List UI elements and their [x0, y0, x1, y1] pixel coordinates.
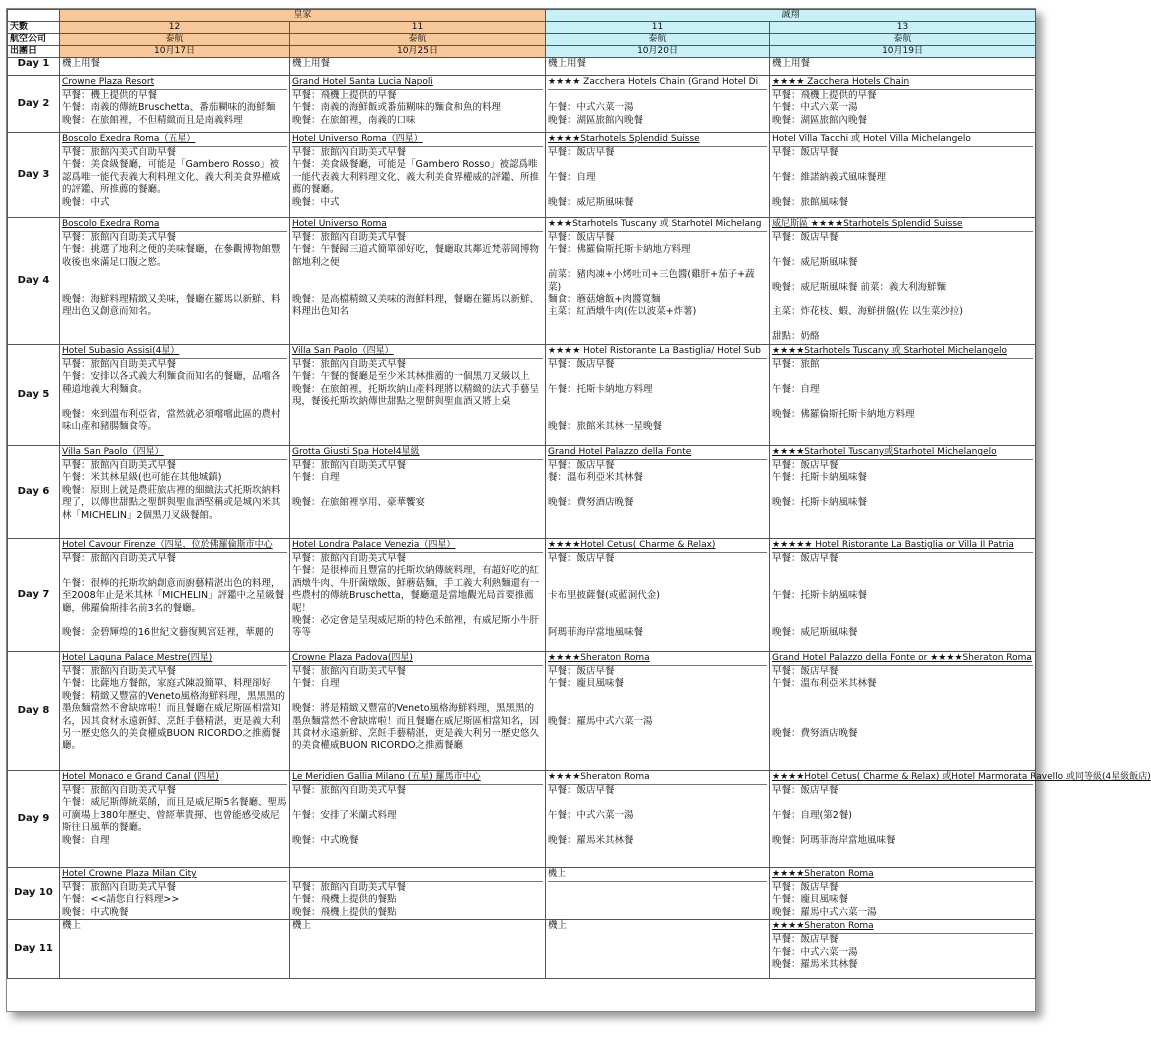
itinerary-cell	[546, 218, 770, 345]
meal-line: 早餐：機上提供的早餐	[62, 90, 158, 101]
meal-line: 晚餐：旅館米其林一星晚餐	[548, 420, 663, 432]
spacer	[772, 716, 1033, 728]
meal-line: 早餐：旅館內自助美式早餐	[292, 785, 407, 796]
meal-line: 午餐：托斯卡納風味餐	[772, 472, 868, 484]
meal-line: 午餐：<<請您自行料理>>	[62, 894, 180, 906]
hotel-name: ★★★★Sheraton Roma	[548, 771, 767, 785]
meal-line: 早餐：飛機上提供的早餐	[292, 90, 397, 101]
spacer	[772, 703, 1033, 715]
hotel-name: Hotel Universo Roma	[292, 218, 543, 232]
hotel-name: ★★★★ Hotel Ristorante La Bastiglia/ Hotel Sub	[548, 345, 767, 359]
days-count-cell: 11	[290, 22, 546, 34]
spacer	[772, 244, 1033, 256]
itinerary-cell	[60, 345, 290, 446]
spacer	[292, 269, 543, 281]
days-count-cell: 13	[770, 22, 1036, 34]
meal-line: 晚餐：費努酒店晚餐	[548, 497, 634, 509]
hotel-name: Grand Hotel Santa Lucia Napoli	[292, 76, 543, 90]
meal-line: 午餐：中式六菜一湯	[548, 102, 634, 114]
hotel-name: Grand Hotel Palazzo della Fonte or ★★★★Sheraton Roma	[772, 652, 1033, 666]
itinerary-cell	[546, 771, 770, 868]
day-label: Day 2	[8, 76, 60, 133]
meal-line: 早餐：旅館內自助美式早餐	[62, 232, 177, 243]
group-header-row	[8, 10, 1036, 22]
spacer	[548, 703, 767, 715]
itinerary-cell	[60, 539, 290, 652]
meal-line: 午餐：美食級餐廳，可能是「Gambero Rosso」被認爲唯一能代表義大利料理文化、義大利美食界權威的評鑑、所推薦的餐廳。	[292, 159, 540, 196]
hotel-name: Hotel Londra Palace Venezia（四星）	[292, 539, 543, 553]
hotel-name: ★★★★ Zacchera Hotels Chain	[772, 76, 1033, 90]
meal-line: 早餐：飯店早餐	[548, 147, 615, 158]
day-label: Day 9	[8, 771, 60, 868]
spacer	[292, 485, 543, 497]
spacer	[548, 409, 767, 421]
spacer	[548, 822, 767, 834]
day-row	[8, 771, 1036, 868]
meal-line: 午餐：自理	[292, 678, 340, 690]
meal-line: 早餐：旅館	[772, 359, 820, 370]
meal-line: 晚餐：阿瑪菲海岸當地風味餐	[772, 834, 896, 846]
day-label: Day 5	[8, 345, 60, 446]
meal-line: 早餐：飯店早餐	[548, 232, 615, 243]
spacer	[548, 371, 767, 383]
meal-line: 早餐：旅館內自助美式早餐	[292, 882, 407, 893]
meal-line: 午餐：威尼斯傳統菜餚，而且是威尼斯5名餐廳、聖馬可廣場上380年歷史、曾經華貴揮、也曾能感受威尼斯往日風華的餐廳。	[62, 797, 287, 834]
meal-line: 早餐：飯店早餐	[548, 460, 615, 471]
spacer	[772, 603, 1033, 615]
meal-line: 早餐：旅館內美式自助早餐	[62, 147, 177, 158]
meal-line: 早餐：飯店早餐	[548, 359, 615, 370]
spacer	[292, 282, 543, 294]
itinerary-cell	[290, 345, 546, 446]
itinerary-cell	[770, 133, 1036, 218]
meal-line: 晚餐：來到溫布利亞省，當然就必須嚐嚐此區的農村味山產和豬腸麵食等。	[62, 408, 281, 433]
meal-line: 午餐：安排以各式義大利麵食而知名的餐廳，品嚐各種道地義大利麵食。	[62, 371, 281, 395]
meal-line: 早餐：旅館內自助美式早餐	[62, 359, 177, 370]
meal-line: 卡布里披薩餐(或藍洞代金)	[548, 590, 660, 602]
spacer	[62, 282, 287, 294]
meal-line: 晚餐：羅馬米其林餐	[772, 959, 858, 971]
hotel-name: Hotel Subasio Assisi(4星）	[62, 345, 287, 359]
departure-cell: 10月20日	[546, 46, 770, 58]
meal-line: 晚餐：湖區旅館內晚餐	[772, 114, 868, 126]
airline-cell: 泰航	[290, 34, 546, 46]
meal-line: 甜點：奶酪	[772, 331, 820, 343]
meal-line: 晚餐：原則上就是農莊旅店裡的細緻法式托斯坎納料理了，以傳世甜點之聖餅與聖血酒堅稱或是城內米其林「MICHELIN」2個黑刀叉級餐館。	[62, 484, 281, 521]
hotel-name: ★★★★Sheraton Roma	[772, 868, 1033, 882]
itinerary-cell	[770, 539, 1036, 652]
meal-line: 早餐：飯店早餐	[772, 460, 839, 471]
meal-line: 晚餐：在旅館裡，南義的口味	[292, 114, 416, 126]
meal-line: 晚餐：湖區旅館內晚餐	[548, 114, 644, 126]
hotel-name: ★★★★Starhotel Tuscany或Starhotel Michelangelo	[772, 446, 1033, 460]
itinerary-cell	[60, 218, 290, 345]
days-count-cell: 12	[60, 22, 290, 34]
meal-line: 晚餐：是高檔精緻又美味的海鮮料理，餐廳在羅馬以新鮮、料理出色知名	[292, 294, 540, 318]
departure-row	[8, 46, 1036, 58]
spacer	[772, 396, 1033, 408]
meal-line: 早餐：旅館內自助美式早餐	[292, 147, 407, 158]
spacer	[292, 822, 543, 834]
meal-line: 機上用餐	[62, 58, 101, 69]
spacer	[548, 257, 767, 269]
meal-line: 機上	[62, 920, 82, 932]
airline-row	[8, 34, 1036, 46]
meal-line: 晚餐：自理	[62, 834, 110, 846]
meal-line: 主菜：紅酒燉牛肉(佐以波菜+炸薯)	[548, 306, 697, 318]
day-row	[8, 345, 1036, 446]
spacer	[62, 615, 287, 627]
day-label: Day 6	[8, 446, 60, 539]
hotel-name: Grotta Giusti Spa Hotel4星級	[292, 446, 543, 460]
itinerary-cell	[546, 652, 770, 771]
spacer	[548, 90, 767, 102]
day-row	[8, 58, 1036, 76]
meal-line: 機上用餐	[548, 58, 587, 69]
itinerary-cell	[770, 218, 1036, 345]
meal-line: 早餐：飛機上提供的早餐	[772, 90, 877, 101]
spacer	[548, 396, 767, 408]
hotel-name: Hotel Laguna Palace Mestre(四星)	[62, 652, 287, 666]
itinerary-cell	[60, 58, 290, 76]
spacer	[292, 691, 543, 703]
hotel-name: Le Meridien Gallia Milano (五星) 羅馬市中心	[292, 771, 543, 785]
meal-line: 午餐：威尼斯風味餐	[772, 256, 858, 268]
meal-line: 早餐：飯店早餐	[772, 553, 839, 564]
meal-line: 午餐：南義的海鮮飯或番茄糊味的麵食和魚的料理	[292, 102, 502, 114]
spacer	[548, 565, 767, 577]
hotel-name: Boscolo Exedra Roma（五星）	[62, 133, 287, 147]
hotel-name: Hotel Monaco e Grand Canal (四星)	[62, 771, 287, 785]
hotel-name: Hotel Villa Tacchi 或 Hotel Villa Michelangelo	[772, 133, 1033, 147]
meal-line: 早餐：旅館內自助美式早餐	[292, 359, 407, 370]
spacer	[772, 691, 1033, 703]
meal-line: 麵食：蘑菇燴飯+肉醬寬麵	[548, 294, 661, 306]
corner-cell	[8, 10, 60, 22]
spacer	[548, 691, 767, 703]
meal-line: 早餐：旅館內自助美式早餐	[62, 666, 177, 677]
meal-line: 午餐：溫布利亞米其林餐	[772, 678, 877, 690]
itinerary-cell	[60, 446, 290, 539]
meal-line: 午餐：自理	[292, 472, 340, 484]
meal-line: 早餐：旅館內自助美式早餐	[62, 882, 177, 893]
meal-line: 晚餐：威尼斯風味餐	[548, 196, 634, 208]
spacer	[772, 159, 1033, 171]
group-royal: 皇家	[60, 10, 546, 22]
airline-cell: 泰航	[546, 34, 770, 46]
itinerary-cell	[770, 345, 1036, 446]
meal-line: 晚餐：羅馬米其林餐	[548, 834, 634, 846]
itinerary-cell	[60, 133, 290, 218]
meal-line: 晚餐：在旅館裡，托斯坎納山產料理將以精緻的法式手藝呈現，餐後托斯坎納傳世甜點之聖餅與聖血酒又將上桌	[292, 383, 540, 408]
meal-line: 主菜：炸花枝、蝦、海鮮拼盤(佐 以生菜沙拉)	[772, 306, 963, 318]
hotel-name: ★★★★Hotel Cetus( Charme & Relax) 或Hotel Marmorata Ravello 或同等級(4星級飯店)	[772, 771, 1033, 785]
spacer	[62, 269, 287, 281]
spacer	[772, 371, 1033, 383]
hotel-name: Villa San Paolo（四星）	[292, 345, 543, 359]
meal-line: 午餐：維諾納義式風味餐理	[772, 171, 887, 183]
meal-line: 早餐：旅館內自助美式早餐	[292, 460, 407, 471]
spacer	[548, 485, 767, 497]
day-row	[8, 868, 1036, 920]
itinerary-cell	[290, 218, 546, 345]
itinerary-cell	[770, 76, 1036, 133]
meal-line: 午餐：中式六菜一湯	[548, 809, 634, 821]
meal-line: 晚餐：將是精緻又豐富的Veneto風格海鮮料理，黑黑黑的墨魚麵當然不會缺席啦！而且餐廳在威尼斯區相當知名，因其食材永遠新鮮、烹飪手藝精湛，更是義大利另一歷史悠久的美食權威BUON RICORDO之推薦餐廳	[292, 703, 540, 752]
itinerary-cell	[290, 76, 546, 133]
meal-line: 晚餐：佛羅倫斯托斯卡納地方料理	[772, 408, 915, 420]
hotel-name: ★★★★Sheraton Roma	[772, 920, 1033, 934]
itinerary-cell	[546, 920, 770, 979]
meal-line: 早餐：飯店早餐	[772, 934, 839, 946]
hotel-name: Villa San Paolo（四星）	[62, 446, 287, 460]
meal-line: 午餐：是很棒而且豐富的托斯坎納傳統料理，有超好吃的紅酒燉牛肉、牛肝菌燉飯、鮮蘑菇麵，手工義大利熱麵還有一些農村的傳統Bruschetta，餐廳還是當地觀光局首要推薦呢！	[292, 565, 540, 614]
spacer	[772, 615, 1033, 627]
meal-line: 午餐：佛羅倫斯托斯卡納地方料理	[548, 244, 691, 256]
itinerary-cell	[290, 539, 546, 652]
itinerary-cell	[290, 771, 546, 868]
meal-line: 晚餐：費努酒店晚餐	[772, 727, 858, 739]
spacer	[772, 184, 1033, 196]
row-label-days: 天數	[8, 22, 60, 34]
meal-line: 午餐：龐貝風味餐	[772, 894, 849, 906]
meal-line: 早餐：飯店早餐	[548, 785, 615, 796]
spreadsheet-sheet	[6, 8, 1151, 1012]
meal-line: 晚餐：飛機上提供的餐點	[292, 906, 397, 918]
day-row	[8, 539, 1036, 652]
day-row	[8, 76, 1036, 133]
itinerary-cell	[290, 446, 546, 539]
meal-line: 機上用餐	[772, 58, 811, 69]
meal-line: 午餐：托斯卡納風味餐	[772, 590, 868, 602]
day-label: Day 1	[8, 58, 60, 76]
itinerary-cell	[546, 868, 770, 920]
itinerary-cell	[770, 771, 1151, 868]
meal-line: 晚餐：中式晚餐	[62, 906, 129, 918]
itinerary-cell	[546, 76, 770, 133]
meal-line: 早餐：飯店早餐	[548, 666, 615, 677]
hotel-name: ★★★★★ Hotel Ristorante La Bastiglia or Villa Il Patria	[772, 539, 1033, 553]
day-row	[8, 218, 1036, 345]
meal-line: 晚餐：在旅館裡享用、豪華饗宴	[292, 497, 426, 509]
row-label-departure: 出團日	[8, 46, 60, 58]
itinerary-cell	[770, 920, 1036, 979]
meal-line: 晚餐：中式	[292, 196, 340, 208]
departure-cell: 10月19日	[770, 46, 1036, 58]
meal-line: 晚餐：托斯卡納風味餐	[772, 497, 868, 509]
spacer	[772, 269, 1033, 281]
itinerary-cell	[60, 868, 290, 920]
spacer	[772, 294, 1033, 306]
meal-line: 晚餐：海鮮料理精緻又美味，餐廳在羅馬以新鮮、料理出色又創意而知名。	[62, 294, 281, 318]
day-row	[8, 133, 1036, 218]
spacer	[62, 396, 287, 408]
meal-line: 晚餐：精緻又豐富的Veneto風格海鮮料理，黑黑黑的墨魚麵當然不會缺席啦！而且餐廳在威尼斯區相當知名，因其食材永遠新鮮、烹飪手藝精湛，更是義大利另一歷史悠久的美食權威BUON RICORDO之推薦餐廳。	[62, 690, 286, 752]
meal-line: 午餐：美食級餐廳，可能是「Gambero Rosso」被認爲唯一能代表義大利料理文化、義大利美食界權威的評鑑、所推薦的餐廳。	[62, 159, 281, 196]
meal-line: 早餐：飯店早餐	[772, 785, 839, 796]
meal-line: 午餐：米其林星級(也可能在其他城鎮)	[62, 472, 222, 484]
meal-line: 晚餐：必定會是呈現威尼斯的特色禾館裡，有威尼斯小牛肝等等	[292, 615, 540, 639]
spacer	[772, 822, 1033, 834]
meal-line: 午餐：安排了米蘭式料理	[292, 809, 397, 821]
meal-line: 早餐：飯店早餐	[772, 232, 839, 243]
hotel-name: 機上	[548, 868, 767, 882]
itinerary-cell	[770, 868, 1036, 920]
day-row	[8, 920, 1036, 979]
meal-line: 午餐：午餐的餐廳是至少米其林推薦的一個黑刀叉級以上	[292, 371, 530, 383]
spacer	[772, 797, 1033, 809]
spacer	[548, 159, 767, 171]
itinerary-cell	[546, 345, 770, 446]
departure-cell: 10月25日	[290, 46, 546, 58]
hotel-name: ★★★★Starhotels Tuscany 或 Starhotel Michelangelo	[772, 345, 1033, 359]
itinerary-cell	[546, 539, 770, 652]
hotel-name	[292, 868, 543, 882]
day-label: Day 8	[8, 652, 60, 771]
meal-line: 機上用餐	[292, 58, 331, 69]
itinerary-cell	[546, 446, 770, 539]
itinerary-cell	[60, 76, 290, 133]
meal-line: 早餐：旅館內自助美式早餐	[292, 666, 407, 677]
hotel-name: Grand Hotel Palazzo della Fonte	[548, 446, 767, 460]
itinerary-cell	[60, 652, 290, 771]
day-label: Day 10	[8, 868, 60, 920]
spacer	[62, 565, 287, 577]
day-label: Day 7	[8, 539, 60, 652]
meal-line: 早餐：旅館內自助美式早餐	[292, 553, 407, 564]
itinerary-table	[7, 9, 1151, 979]
hotel-name: Hotel Crowne Plaza Milan City	[62, 868, 287, 882]
spacer	[548, 578, 767, 590]
meal-line: 晚餐：中式	[62, 196, 110, 208]
meal-line: 晚餐：羅馬中式六菜一湯	[548, 715, 653, 727]
group-chengxiang: 誠翔	[546, 10, 1036, 22]
itinerary-cell	[770, 58, 1036, 76]
meal-line: 機上	[292, 920, 312, 932]
meal-line: 早餐：飯店早餐	[772, 666, 839, 677]
meal-line: 早餐：旅館內自助美式早餐	[62, 553, 177, 564]
itinerary-cell	[290, 920, 546, 979]
meal-line: 午餐：午餐歸三道式簡單卻好吃，餐廳取其鄰近梵蒂岡博物館地利之便	[292, 244, 540, 268]
day-label: Day 4	[8, 218, 60, 345]
spacer	[548, 797, 767, 809]
meal-line: 早餐：飯店早餐	[772, 882, 839, 893]
meal-line: 午餐：中式六菜一湯	[772, 946, 858, 958]
meal-line: 午餐：比薩地方餐館，家庭式陳設簡單、料理卻好	[62, 678, 272, 690]
meal-line: 午餐：挑選了地利之便的美味餐廳，在參觀博物館豐收後也來滿足口腹之慾。	[62, 244, 281, 268]
meal-line: 早餐：旅館內自助美式早餐	[62, 460, 177, 471]
day-label: Day 3	[8, 133, 60, 218]
spacer	[772, 485, 1033, 497]
spacer	[548, 184, 767, 196]
airline-cell: 泰航	[770, 34, 1036, 46]
meal-line: 早餐：旅館內自助美式早餐	[292, 232, 407, 243]
meal-line: 午餐：自理	[772, 383, 820, 395]
meal-line: 午餐：自理(第2餐)	[772, 809, 852, 821]
meal-line: 午餐：托斯卡納地方料理	[548, 383, 653, 395]
meal-line: 晚餐：威尼斯風味餐 前菜：義大利海鮮麵	[772, 281, 947, 293]
row-label-airline: 航空公司	[8, 34, 60, 46]
itinerary-cell	[770, 652, 1036, 771]
meal-line: 晚餐：威尼斯風味餐	[772, 627, 858, 639]
meal-line: 午餐：自理	[548, 171, 596, 183]
meal-line: 早餐：飯店早餐	[772, 147, 839, 158]
day-row	[8, 652, 1036, 771]
meal-line: 前菜：豬肉凍+小烤吐司+三色醬(雞肝+茄子+蔬菜)	[548, 269, 755, 293]
spacer	[772, 565, 1033, 577]
hotel-name: ★★★Starhotels Tuscany 或 Starhotel Michelang	[548, 218, 767, 232]
itinerary-cell	[546, 133, 770, 218]
itinerary-cell	[290, 868, 546, 920]
airline-cell: 泰航	[60, 34, 290, 46]
meal-line: 晚餐：金碧輝煌的16世紀文藝復興宮廷裡，華麗的	[62, 627, 274, 639]
itinerary-cell	[60, 771, 290, 868]
days-count-cell: 11	[546, 22, 770, 34]
meal-line: 早餐：旅館內自助美式早餐	[62, 785, 177, 796]
hotel-name: 威尼斯區 ★★★★Starhotels Splendid Suisse	[772, 218, 1033, 232]
meal-line: 晚餐：羅馬中式六菜一湯	[772, 906, 877, 918]
itinerary-cell	[60, 920, 290, 979]
hotel-name: Boscolo Exedra Roma	[62, 218, 287, 232]
meal-line: 午餐：南義的傳統Bruschetta、番茄糊味的海鮮麵	[62, 102, 276, 114]
spacer	[548, 615, 767, 627]
itinerary-cell	[546, 58, 770, 76]
meal-line: 晚餐：在旅館裡，不但精緻而且是南義料理	[62, 114, 243, 126]
meal-line: 午餐：很棒的托斯坎納創意而廚藝精湛出色的料理，至2008年止是米其林「MICHELIN」評鑑中之星級餐廳，佛羅倫斯排名前3名的餐廳。	[62, 577, 285, 614]
meal-line: 晚餐：旅館風味餐	[772, 196, 849, 208]
meal-line: 午餐：飛機上提供的餐點	[292, 894, 397, 906]
spacer	[548, 603, 767, 615]
meal-line: 晚餐：中式晚餐	[292, 834, 359, 846]
itinerary-cell	[290, 652, 546, 771]
day-label: Day 11	[8, 920, 60, 979]
hotel-name: Crowne Plaza Resort	[62, 76, 287, 90]
days-count-row	[8, 22, 1036, 34]
spacer	[772, 319, 1033, 331]
meal-line: 阿瑪菲海岸當地風味餐	[548, 627, 644, 639]
spacer	[772, 578, 1033, 590]
meal-line: 餐：溫布利亞米其林餐	[548, 472, 644, 484]
hotel-name: ★★★★Hotel Cetus( Charme & Relax)	[548, 539, 767, 553]
hotel-name: ★★★★ Zacchera Hotels Chain (Grand Hotel Di	[548, 76, 767, 90]
hotel-name: Hotel Cavour Firenze（四星，位於佛羅倫斯市中心	[62, 539, 287, 553]
meal-line: 機上	[548, 920, 568, 932]
departure-cell: 10月17日	[60, 46, 290, 58]
spacer	[292, 797, 543, 809]
itinerary-cell	[770, 446, 1036, 539]
day-row	[8, 446, 1036, 539]
hotel-name: Hotel Universo Roma（四星）	[292, 133, 543, 147]
hotel-name: ★★★★Starhotels Splendid Suisse	[548, 133, 767, 147]
hotel-name: Crowne Plaza Padova(四星)	[292, 652, 543, 666]
meal-line: 早餐：飯店早餐	[548, 553, 615, 564]
hotel-name: ★★★★Sheraton Roma	[548, 652, 767, 666]
meal-line: 午餐：中式六菜一湯	[772, 102, 858, 114]
itinerary-cell	[290, 58, 546, 76]
itinerary-cell	[290, 133, 546, 218]
meal-line: 午餐：龐貝風味餐	[548, 678, 625, 690]
